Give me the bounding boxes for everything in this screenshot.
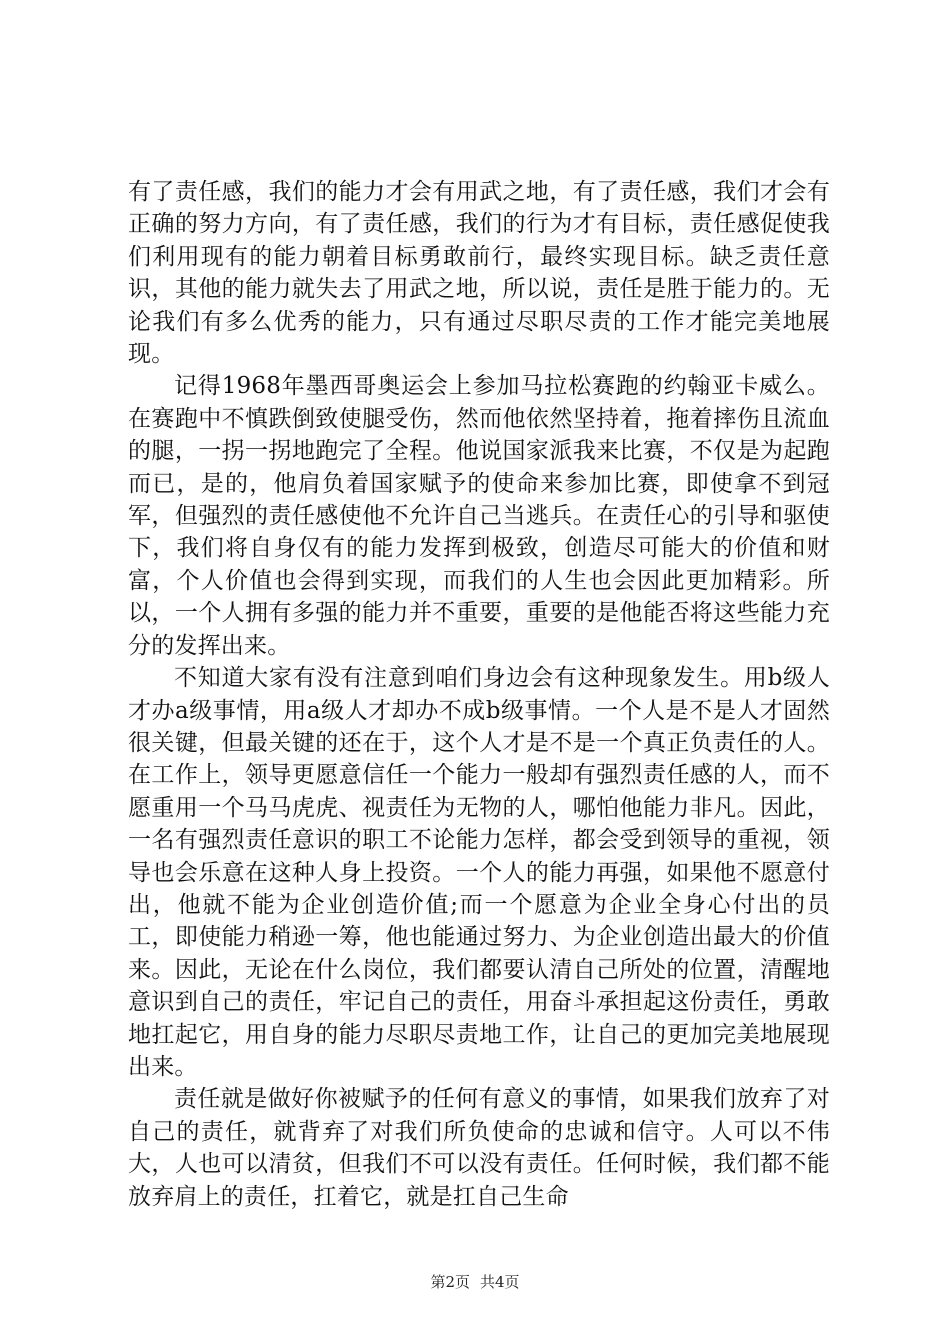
paragraph-2: 记得1968年墨西哥奥运会上参加马拉松赛跑的约翰亚卡威么。在赛跑中不慎跌倒致使腿受伤，然而他依然坚持着，拖着摔伤且流血的腿，一拐一拐地跑完了全程。他说国家派我来比赛，不仅是为起跑而已，是的，他肩负着国家赋予的使命来参加比赛，即使拿不到冠军，但强烈的责任感使他不允许自己当逃兵。在责任心的引导和驱使下，我们将自身仅有的能力发挥到极致，创造尽可能大的价值和财富，个人价值也会得到实现，而我们的人生也会因此更加精彩。所以，一个人拥有多强的能力并不重要，重要的是他能否将这些能力充分的发挥出来。 [128, 373, 830, 659]
page-footer [0, 1272, 950, 1292]
paragraph-3: 不知道大家有没有注意到咱们身边会有这种现象发生。用b级人才办a级事情，用a级人才却办不成b级事情。一个人是不是人才固然很关键，但最关键的还在于，这个人才是不是一个真正负责任的人。在工作上，领导更愿意信任一个能力一般却有强烈责任感的人，而不愿重用一个马马虎虎、视责任为无物的人，哪怕他能力非凡。因此，一名有强烈责任意识的职工不论能力怎样，都会受到领导的重视，领导也会乐意在这种人身上投资。一个人的能力再强，如果他不愿意付出，他就不能为企业创造价值;而一个愿意为企业全身心付出的员工，即使能力稍逊一筹，他也能通过努力、为企业创造出最大的价值来。因此，无论在什么岗位，我们都要认清自己所处的位置，清醒地意识到自己的责任，牢记自己的责任，用奋斗承担起这份责任，勇敢地扛起它，用自身的能力尽职尽责地工作，让自己的更加完美地展现出来。 [128, 665, 830, 1080]
page-total: 共4页 [480, 1273, 520, 1291]
paragraph-1: 有了责任感，我们的能力才会有用武之地，有了责任感，我们才会有正确的努力方向，有了责任感，我们的行为才有目标，责任感促使我们利用现有的能力朝着目标勇敢前行，最终实现目标。缺乏责任意识，其他的能力就失去了用武之地，所以说，责任是胜于能力的。无论我们有多么优秀的能力，只有通过尽职尽责的工作才能完美地展现。 [128, 179, 830, 368]
document-body [128, 176, 830, 1213]
paragraph-4: 责任就是做好你被赋予的任何有意义的事情，如果我们放弃了对自己的责任，就背弃了对我们所负使命的忠诚和信守。人可以不伟大，人也可以清贫，但我们不可以没有责任。任何时候，我们都不能放弃肩上的责任，扛着它，就是扛自己生命 [128, 1086, 830, 1210]
page-number: 第2页 [430, 1273, 470, 1291]
